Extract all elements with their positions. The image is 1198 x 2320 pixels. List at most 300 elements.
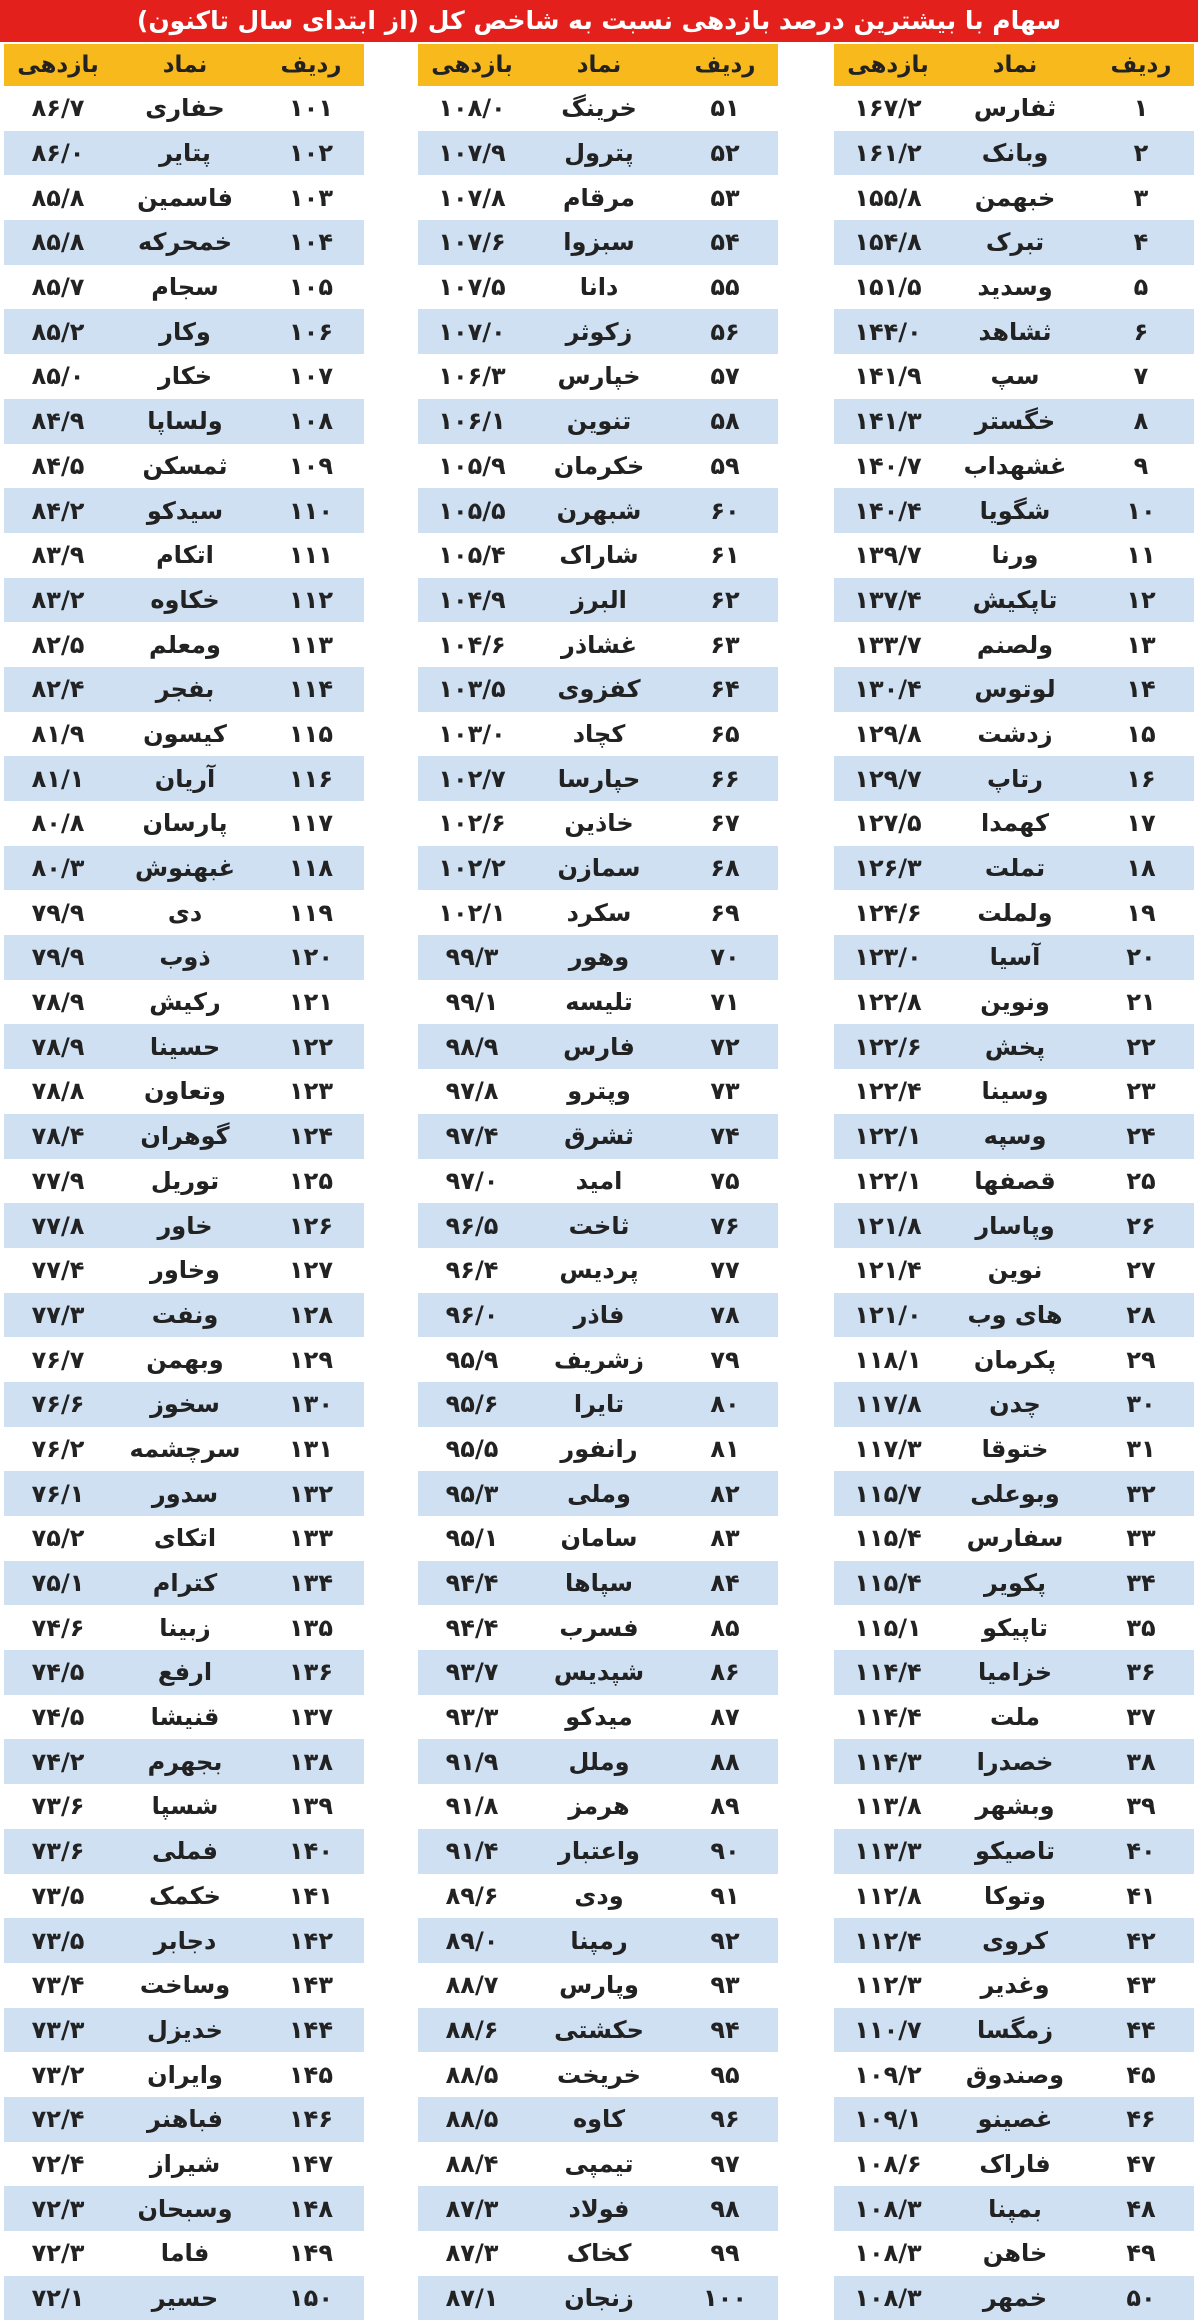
return-cell: ۹۱/۹	[418, 1739, 526, 1784]
table-row	[4, 1471, 364, 1516]
table-row	[4, 935, 364, 980]
rank-cell: ۶۵	[672, 712, 778, 757]
symbol-cell: غشهداب	[946, 444, 1084, 489]
table-row	[418, 890, 778, 935]
symbol-cell: وسدید	[946, 265, 1084, 310]
symbol-cell: کروی	[946, 1918, 1084, 1963]
symbol-cell: آسیا	[946, 935, 1084, 980]
symbol-cell: وملل	[530, 1739, 668, 1784]
rank-cell: ۵۰	[1088, 2276, 1194, 2320]
table-row	[834, 1963, 1194, 2008]
symbol-cell: وبوعلی	[946, 1471, 1084, 1516]
symbol-cell: کاوه	[530, 2097, 668, 2142]
symbol-cell: سخوز	[116, 1382, 254, 1427]
table-row	[4, 444, 364, 489]
table-row	[834, 131, 1194, 176]
table-row	[834, 712, 1194, 757]
symbol-cell: زبینا	[116, 1605, 254, 1650]
rank-cell: ۱۳۴	[258, 1561, 364, 1606]
table-row	[834, 488, 1194, 533]
return-cell: ۱۰۲/۷	[418, 756, 526, 801]
table-row	[4, 1918, 364, 1963]
return-cell: ۱۱۲/۳	[834, 1963, 942, 2008]
rank-cell: ۸۳	[672, 1516, 778, 1561]
return-cell: ۱۱۸/۱	[834, 1337, 942, 1382]
symbol-cell: هرمز	[530, 1784, 668, 1829]
symbol-cell: کهمدا	[946, 801, 1084, 846]
return-cell: ۷۸/۸	[4, 1069, 112, 1114]
return-cell: ۹۶/۴	[418, 1248, 526, 1293]
rank-cell: ۳	[1088, 175, 1194, 220]
symbol-cell: ارفع	[116, 1650, 254, 1695]
table-row	[418, 1382, 778, 1427]
rank-cell: ۱۲۹	[258, 1337, 364, 1382]
return-cell: ۱۴۱/۳	[834, 399, 942, 444]
rank-cell: ۵۸	[672, 399, 778, 444]
symbol-cell: خمحرکه	[116, 220, 254, 265]
symbol-cell: پکویر	[946, 1561, 1084, 1606]
return-cell: ۸۰/۸	[4, 801, 112, 846]
return-cell: ۷۲/۳	[4, 2231, 112, 2276]
rank-cell: ۴۰	[1088, 1829, 1194, 1874]
rank-cell: ۱۴۷	[258, 2142, 364, 2187]
return-cell: ۷۹/۹	[4, 890, 112, 935]
header-rank: ردیف	[1088, 44, 1194, 86]
rank-cell: ۶۶	[672, 756, 778, 801]
table-row	[834, 2097, 1194, 2142]
symbol-cell: وملی	[530, 1471, 668, 1516]
header-symbol: نماد	[946, 44, 1084, 86]
table-row	[418, 2142, 778, 2187]
rank-cell: ۹۹	[672, 2231, 778, 2276]
rank-cell: ۵۹	[672, 444, 778, 489]
table-header-row	[834, 44, 1194, 86]
header-symbol: نماد	[530, 44, 668, 86]
rank-cell: ۸۹	[672, 1784, 778, 1829]
symbol-cell: ملت	[946, 1695, 1084, 1740]
table-row	[418, 622, 778, 667]
rank-cell: ۸	[1088, 399, 1194, 444]
return-cell: ۱۲۲/۸	[834, 980, 942, 1025]
return-cell: ۱۰۷/۸	[418, 175, 526, 220]
rank-cell: ۲۳	[1088, 1069, 1194, 1114]
return-cell: ۷۷/۳	[4, 1293, 112, 1338]
table-row	[834, 980, 1194, 1025]
symbol-cell: حکشتی	[530, 2008, 668, 2053]
return-cell: ۷۶/۶	[4, 1382, 112, 1427]
return-cell: ۷۵/۱	[4, 1561, 112, 1606]
rank-cell: ۱۲۸	[258, 1293, 364, 1338]
return-cell: ۱۱۷/۸	[834, 1382, 942, 1427]
symbol-cell: ختوقا	[946, 1427, 1084, 1472]
return-cell: ۹۴/۴	[418, 1561, 526, 1606]
table-row	[834, 1605, 1194, 1650]
table-row	[418, 578, 778, 623]
symbol-cell: غصینو	[946, 2097, 1084, 2142]
table-row	[834, 1293, 1194, 1338]
return-cell: ۱۲۱/۰	[834, 1293, 942, 1338]
rank-cell: ۶۲	[672, 578, 778, 623]
symbol-cell: رکیش	[116, 980, 254, 1025]
rank-cell: ۱۷	[1088, 801, 1194, 846]
symbol-cell: شاراک	[530, 533, 668, 578]
table-row	[834, 1561, 1194, 1606]
symbol-cell: قنیشا	[116, 1695, 254, 1740]
return-cell: ۸۸/۴	[418, 2142, 526, 2187]
symbol-cell: قصفها	[946, 1159, 1084, 1204]
return-cell: ۸۴/۵	[4, 444, 112, 489]
rank-cell: ۲۰	[1088, 935, 1194, 980]
rank-cell: ۶	[1088, 309, 1194, 354]
table-row	[4, 354, 364, 399]
symbol-cell: پکرمان	[946, 1337, 1084, 1382]
rank-cell: ۷۴	[672, 1114, 778, 1159]
symbol-cell: مرقام	[530, 175, 668, 220]
symbol-cell: وتوکا	[946, 1874, 1084, 1919]
table-row	[834, 622, 1194, 667]
return-cell: ۷۳/۴	[4, 1963, 112, 2008]
symbol-cell: شگویا	[946, 488, 1084, 533]
symbol-cell: خریخت	[530, 2052, 668, 2097]
return-cell: ۱۰۲/۱	[418, 890, 526, 935]
return-cell: ۱۴۴/۰	[834, 309, 942, 354]
rank-cell: ۲۱	[1088, 980, 1194, 1025]
return-cell: ۹۶/۵	[418, 1203, 526, 1248]
rank-cell: ۲۵	[1088, 1159, 1194, 1204]
table-row	[418, 2008, 778, 2053]
table-row	[4, 488, 364, 533]
rank-cell: ۸۲	[672, 1471, 778, 1516]
table-row	[4, 1561, 364, 1606]
table-row	[418, 2231, 778, 2276]
rank-cell: ۹	[1088, 444, 1194, 489]
symbol-cell: پردیس	[530, 1248, 668, 1293]
table-row	[418, 1829, 778, 1874]
rank-cell: ۶۸	[672, 846, 778, 891]
table-row	[834, 2008, 1194, 2053]
symbol-cell: دانا	[530, 265, 668, 310]
return-cell: ۷۸/۴	[4, 1114, 112, 1159]
return-cell: ۱۲۱/۸	[834, 1203, 942, 1248]
symbol-cell: ورنا	[946, 533, 1084, 578]
return-cell: ۷۴/۵	[4, 1650, 112, 1695]
rank-cell: ۳۳	[1088, 1516, 1194, 1561]
rank-cell: ۵۳	[672, 175, 778, 220]
table-row	[4, 1248, 364, 1293]
return-cell: ۱۲۱/۴	[834, 1248, 942, 1293]
rank-cell: ۹۷	[672, 2142, 778, 2187]
table-row	[834, 1471, 1194, 1516]
symbol-cell: خصدرا	[946, 1739, 1084, 1784]
table-row	[418, 2186, 778, 2231]
rank-cell: ۱۰۲	[258, 131, 364, 176]
symbol-cell: حفاری	[116, 86, 254, 131]
rank-cell: ۸۷	[672, 1695, 778, 1740]
symbol-cell: ونفت	[116, 1293, 254, 1338]
table-row	[418, 1114, 778, 1159]
symbol-cell: خاهن	[946, 2231, 1084, 2276]
table-row	[418, 1248, 778, 1293]
rank-cell: ۷۵	[672, 1159, 778, 1204]
rank-cell: ۱۳۹	[258, 1784, 364, 1829]
table-row	[834, 1784, 1194, 1829]
return-cell: ۱۲۲/۶	[834, 1024, 942, 1069]
symbol-cell: ثمسکن	[116, 444, 254, 489]
table-row	[418, 175, 778, 220]
return-cell: ۱۰۸/۳	[834, 2186, 942, 2231]
rank-cell: ۹۵	[672, 2052, 778, 2097]
table-row	[418, 1739, 778, 1784]
table-row	[4, 1114, 364, 1159]
return-cell: ۹۵/۶	[418, 1382, 526, 1427]
table-row	[834, 1248, 1194, 1293]
rank-cell: ۹۱	[672, 1874, 778, 1919]
table-row	[4, 1963, 364, 2008]
symbol-cell: تبرک	[946, 220, 1084, 265]
table-row	[418, 309, 778, 354]
return-cell: ۷۴/۶	[4, 1605, 112, 1650]
rank-cell: ۱۱۱	[258, 533, 364, 578]
table-row	[834, 2276, 1194, 2320]
return-cell: ۹۸/۹	[418, 1024, 526, 1069]
table-row	[4, 890, 364, 935]
rank-cell: ۳۷	[1088, 1695, 1194, 1740]
symbol-cell: زنجان	[530, 2276, 668, 2320]
table-row	[4, 712, 364, 757]
return-cell: ۸۸/۵	[418, 2052, 526, 2097]
rank-cell: ۱۱۷	[258, 801, 364, 846]
symbol-cell: ثاخت	[530, 1203, 668, 1248]
rank-cell: ۴۹	[1088, 2231, 1194, 2276]
symbol-cell: ثفارس	[946, 86, 1084, 131]
rank-cell: ۸۸	[672, 1739, 778, 1784]
rank-cell: ۱۰۹	[258, 444, 364, 489]
rank-cell: ۵۴	[672, 220, 778, 265]
return-cell: ۹۵/۳	[418, 1471, 526, 1516]
table-row	[4, 2008, 364, 2053]
table-row	[4, 2231, 364, 2276]
table-row	[418, 1784, 778, 1829]
rank-cell: ۹۲	[672, 1918, 778, 1963]
table-row	[4, 2142, 364, 2187]
symbol-cell: خمهر	[946, 2276, 1084, 2320]
rank-cell: ۷۰	[672, 935, 778, 980]
rank-cell: ۱۱۲	[258, 578, 364, 623]
symbol-cell: خکاوه	[116, 578, 254, 623]
return-cell: ۷۳/۶	[4, 1829, 112, 1874]
rank-cell: ۱۴	[1088, 667, 1194, 712]
return-cell: ۱۲۲/۱	[834, 1159, 942, 1204]
symbol-cell: پخش	[946, 1024, 1084, 1069]
symbol-cell: ذوب	[116, 935, 254, 980]
rank-cell: ۸۴	[672, 1561, 778, 1606]
return-cell: ۷۳/۵	[4, 1918, 112, 1963]
return-cell: ۸۴/۹	[4, 399, 112, 444]
symbol-cell: ونوین	[946, 980, 1084, 1025]
return-cell: ۱۱۴/۳	[834, 1739, 942, 1784]
return-cell: ۱۲۴/۶	[834, 890, 942, 935]
return-cell: ۷۹/۹	[4, 935, 112, 980]
rank-cell: ۱۲۱	[258, 980, 364, 1025]
symbol-cell: وایران	[116, 2052, 254, 2097]
rank-cell: ۳۰	[1088, 1382, 1194, 1427]
symbol-cell: حپارسا	[530, 756, 668, 801]
table-row	[4, 2097, 364, 2142]
symbol-cell: سدور	[116, 1471, 254, 1516]
rank-cell: ۱۶	[1088, 756, 1194, 801]
table-row	[4, 1337, 364, 1382]
return-cell: ۷۷/۸	[4, 1203, 112, 1248]
symbol-cell: ولساپا	[116, 399, 254, 444]
symbol-cell: وساخت	[116, 1963, 254, 2008]
return-cell: ۹۷/۴	[418, 1114, 526, 1159]
symbol-cell: حسیر	[116, 2276, 254, 2320]
return-cell: ۹۹/۳	[418, 935, 526, 980]
rank-cell: ۶۳	[672, 622, 778, 667]
rank-cell: ۷۱	[672, 980, 778, 1025]
table-row	[834, 533, 1194, 578]
stock-table-panel-1	[834, 44, 1194, 2320]
rank-cell: ۱۳۶	[258, 1650, 364, 1695]
symbol-cell: کچاد	[530, 712, 668, 757]
rank-cell: ۱۰۴	[258, 220, 364, 265]
return-cell: ۱۰۵/۹	[418, 444, 526, 489]
return-cell: ۱۴۰/۴	[834, 488, 942, 533]
rank-cell: ۴۲	[1088, 1918, 1194, 1963]
table-row	[418, 533, 778, 578]
table-row	[4, 1159, 364, 1204]
table-row	[418, 1605, 778, 1650]
symbol-cell: زمگسا	[946, 2008, 1084, 2053]
symbol-cell: فاراک	[946, 2142, 1084, 2187]
rank-cell: ۵۱	[672, 86, 778, 131]
rank-cell: ۳۸	[1088, 1739, 1194, 1784]
rank-cell: ۴	[1088, 220, 1194, 265]
return-cell: ۱۶۱/۲	[834, 131, 942, 176]
table-row	[834, 1427, 1194, 1472]
return-cell: ۱۱۷/۳	[834, 1427, 942, 1472]
return-cell: ۱۰۳/۵	[418, 667, 526, 712]
table-row	[418, 265, 778, 310]
table-row	[4, 131, 364, 176]
symbol-cell: وغدیر	[946, 1963, 1084, 2008]
table-row	[4, 2276, 364, 2320]
rank-cell: ۱۳۳	[258, 1516, 364, 1561]
symbol-cell: ولصنم	[946, 622, 1084, 667]
rank-cell: ۲	[1088, 131, 1194, 176]
table-row	[834, 354, 1194, 399]
rank-cell: ۱۰۷	[258, 354, 364, 399]
rank-cell: ۴۶	[1088, 2097, 1194, 2142]
symbol-cell: وبشهر	[946, 1784, 1084, 1829]
symbol-cell: تایرا	[530, 1382, 668, 1427]
table-row	[4, 1382, 364, 1427]
table-row	[834, 935, 1194, 980]
table-row	[834, 2052, 1194, 2097]
table-row	[834, 220, 1194, 265]
return-cell: ۹۶/۰	[418, 1293, 526, 1338]
return-cell: ۱۱۵/۷	[834, 1471, 942, 1516]
symbol-cell: چدن	[946, 1382, 1084, 1427]
rank-cell: ۱۴۶	[258, 2097, 364, 2142]
rank-cell: ۷	[1088, 354, 1194, 399]
return-cell: ۸۶/۰	[4, 131, 112, 176]
table-row	[834, 444, 1194, 489]
rank-cell: ۱۲۲	[258, 1024, 364, 1069]
return-cell: ۱۰۷/۹	[418, 131, 526, 176]
rank-cell: ۱۳۵	[258, 1605, 364, 1650]
symbol-cell: دی	[116, 890, 254, 935]
return-cell: ۱۱۵/۱	[834, 1605, 942, 1650]
table-row	[4, 1739, 364, 1784]
rank-cell: ۷۲	[672, 1024, 778, 1069]
table-row	[834, 1114, 1194, 1159]
table-row	[834, 2231, 1194, 2276]
table-row	[4, 1874, 364, 1919]
table-row	[834, 890, 1194, 935]
symbol-cell: خکرمان	[530, 444, 668, 489]
symbol-cell: وپارس	[530, 1963, 668, 2008]
table-row	[418, 1650, 778, 1695]
symbol-cell: گوهران	[116, 1114, 254, 1159]
rank-cell: ۵۵	[672, 265, 778, 310]
table-header-row	[418, 44, 778, 86]
symbol-cell: وسپه	[946, 1114, 1084, 1159]
return-cell: ۱۰۲/۲	[418, 846, 526, 891]
rank-cell: ۶۹	[672, 890, 778, 935]
table-row	[418, 354, 778, 399]
return-cell: ۸۵/۸	[4, 175, 112, 220]
table-row	[4, 1605, 364, 1650]
symbol-cell: ثشرق	[530, 1114, 668, 1159]
return-cell: ۹۵/۱	[418, 1516, 526, 1561]
table-row	[834, 2186, 1194, 2231]
symbol-cell: ومعلم	[116, 622, 254, 667]
table-row	[834, 1337, 1194, 1382]
table-row	[4, 399, 364, 444]
rank-cell: ۱۴۰	[258, 1829, 364, 1874]
return-cell: ۱۵۵/۸	[834, 175, 942, 220]
return-cell: ۱۰۸/۳	[834, 2276, 942, 2320]
table-row	[834, 175, 1194, 220]
rank-cell: ۱۵۰	[258, 2276, 364, 2320]
symbol-cell: سکرد	[530, 890, 668, 935]
table-row	[834, 1069, 1194, 1114]
table-row	[418, 1069, 778, 1114]
symbol-cell: بفجر	[116, 667, 254, 712]
return-cell: ۹۹/۱	[418, 980, 526, 1025]
return-cell: ۱۰۴/۹	[418, 578, 526, 623]
table-row	[834, 399, 1194, 444]
table-row	[418, 846, 778, 891]
table-row	[4, 1784, 364, 1829]
symbol-cell: ودی	[530, 1874, 668, 1919]
symbol-cell: سبزوا	[530, 220, 668, 265]
rank-cell: ۳۵	[1088, 1605, 1194, 1650]
return-cell: ۱۳۰/۴	[834, 667, 942, 712]
rank-cell: ۱۳	[1088, 622, 1194, 667]
rank-cell: ۴۳	[1088, 1963, 1194, 2008]
return-cell: ۸۹/۰	[418, 1918, 526, 1963]
rank-cell: ۹۶	[672, 2097, 778, 2142]
symbol-cell: فولاد	[530, 2186, 668, 2231]
symbol-cell: تاصیکو	[946, 1829, 1084, 1874]
return-cell: ۱۲۶/۳	[834, 846, 942, 891]
table-row	[418, 801, 778, 846]
symbol-cell: حسینا	[116, 1024, 254, 1069]
table-row	[4, 220, 364, 265]
table-row	[834, 309, 1194, 354]
